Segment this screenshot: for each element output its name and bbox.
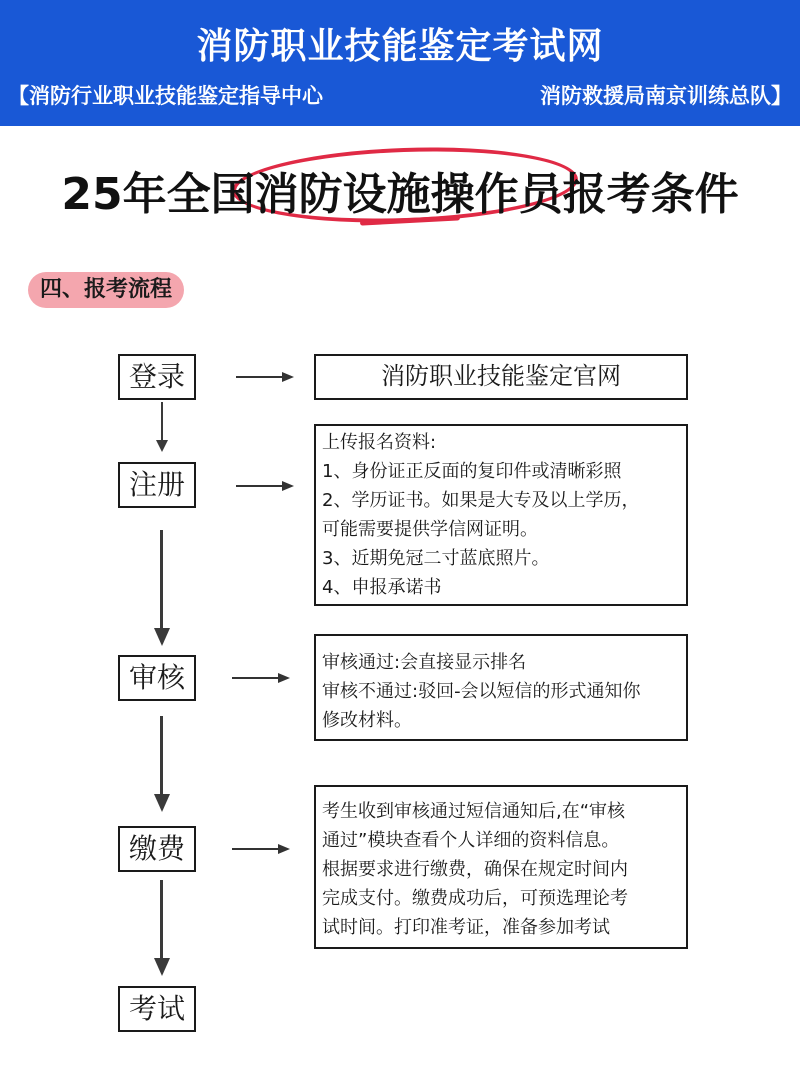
detail-login: 消防职业技能鉴定官网: [314, 354, 688, 400]
arrow-line: [232, 677, 280, 679]
page-title: 25年全国消防设施操作员报考条件: [61, 169, 739, 220]
detail-review: [314, 634, 688, 741]
connector-line: [161, 402, 163, 442]
arrow-down-icon: [154, 628, 170, 646]
step-register: 注册: [118, 462, 196, 508]
detail-line: 修改材料。: [322, 710, 412, 731]
detail-register: [314, 424, 688, 606]
detail-line: 审核通过:会直接显示排名: [322, 652, 527, 673]
step-review: 审核: [118, 655, 196, 701]
detail-line: 审核不通过:驳回-会以短信的形式通知你: [322, 681, 641, 702]
detail-line: 上传报名资料:: [322, 432, 437, 453]
step-payment: 缴费: [118, 826, 196, 872]
arrow-right-icon: [282, 372, 294, 382]
detail-line: 2、学历证书。如果是大专及以上学历，: [322, 490, 640, 511]
header-banner: [0, 0, 800, 126]
arrow-right-icon: [282, 481, 294, 491]
arrow-right-icon: [278, 673, 290, 683]
connector-line: [160, 880, 163, 960]
detail-line: 3、近期免冠二寸蓝底照片。: [322, 548, 550, 569]
step-login: 登录: [118, 354, 196, 400]
arrow-down-icon: [154, 958, 170, 976]
organization-right: 消防救援局南京训练总队】: [540, 84, 792, 108]
arrow-right-icon: [278, 844, 290, 854]
detail-line: 通过”模块查看个人详细的资料信息。: [322, 830, 620, 851]
connector-line: [160, 716, 163, 796]
detail-line: 1、身份证正反面的复印件或清晰彩照: [322, 461, 622, 482]
section-heading: 四、报考流程: [28, 272, 184, 308]
detail-line: 试时间。打印准考证，准备参加考试: [322, 917, 610, 938]
arrow-line: [236, 376, 284, 378]
arrow-down-icon: [154, 794, 170, 812]
detail-line: 4、申报承诺书: [322, 577, 442, 598]
detail-line: 可能需要提供学信网证明。: [322, 519, 538, 540]
detail-line: 根据要求进行缴费，确保在规定时间内: [322, 859, 628, 880]
arrow-line: [232, 848, 280, 850]
organization-left: 【消防行业职业技能鉴定指导中心: [8, 84, 323, 108]
arrow-line: [236, 485, 284, 487]
detail-line: 考生收到审核通过短信通知后,在“审核: [322, 801, 626, 822]
detail-payment: [314, 785, 688, 949]
step-exam: 考试: [118, 986, 196, 1032]
site-title: 消防职业技能鉴定考试网: [196, 26, 604, 67]
detail-line: 完成支付。缴费成功后，可预选理论考: [322, 888, 628, 909]
arrow-down-icon: [156, 440, 168, 452]
connector-line: [160, 530, 163, 630]
